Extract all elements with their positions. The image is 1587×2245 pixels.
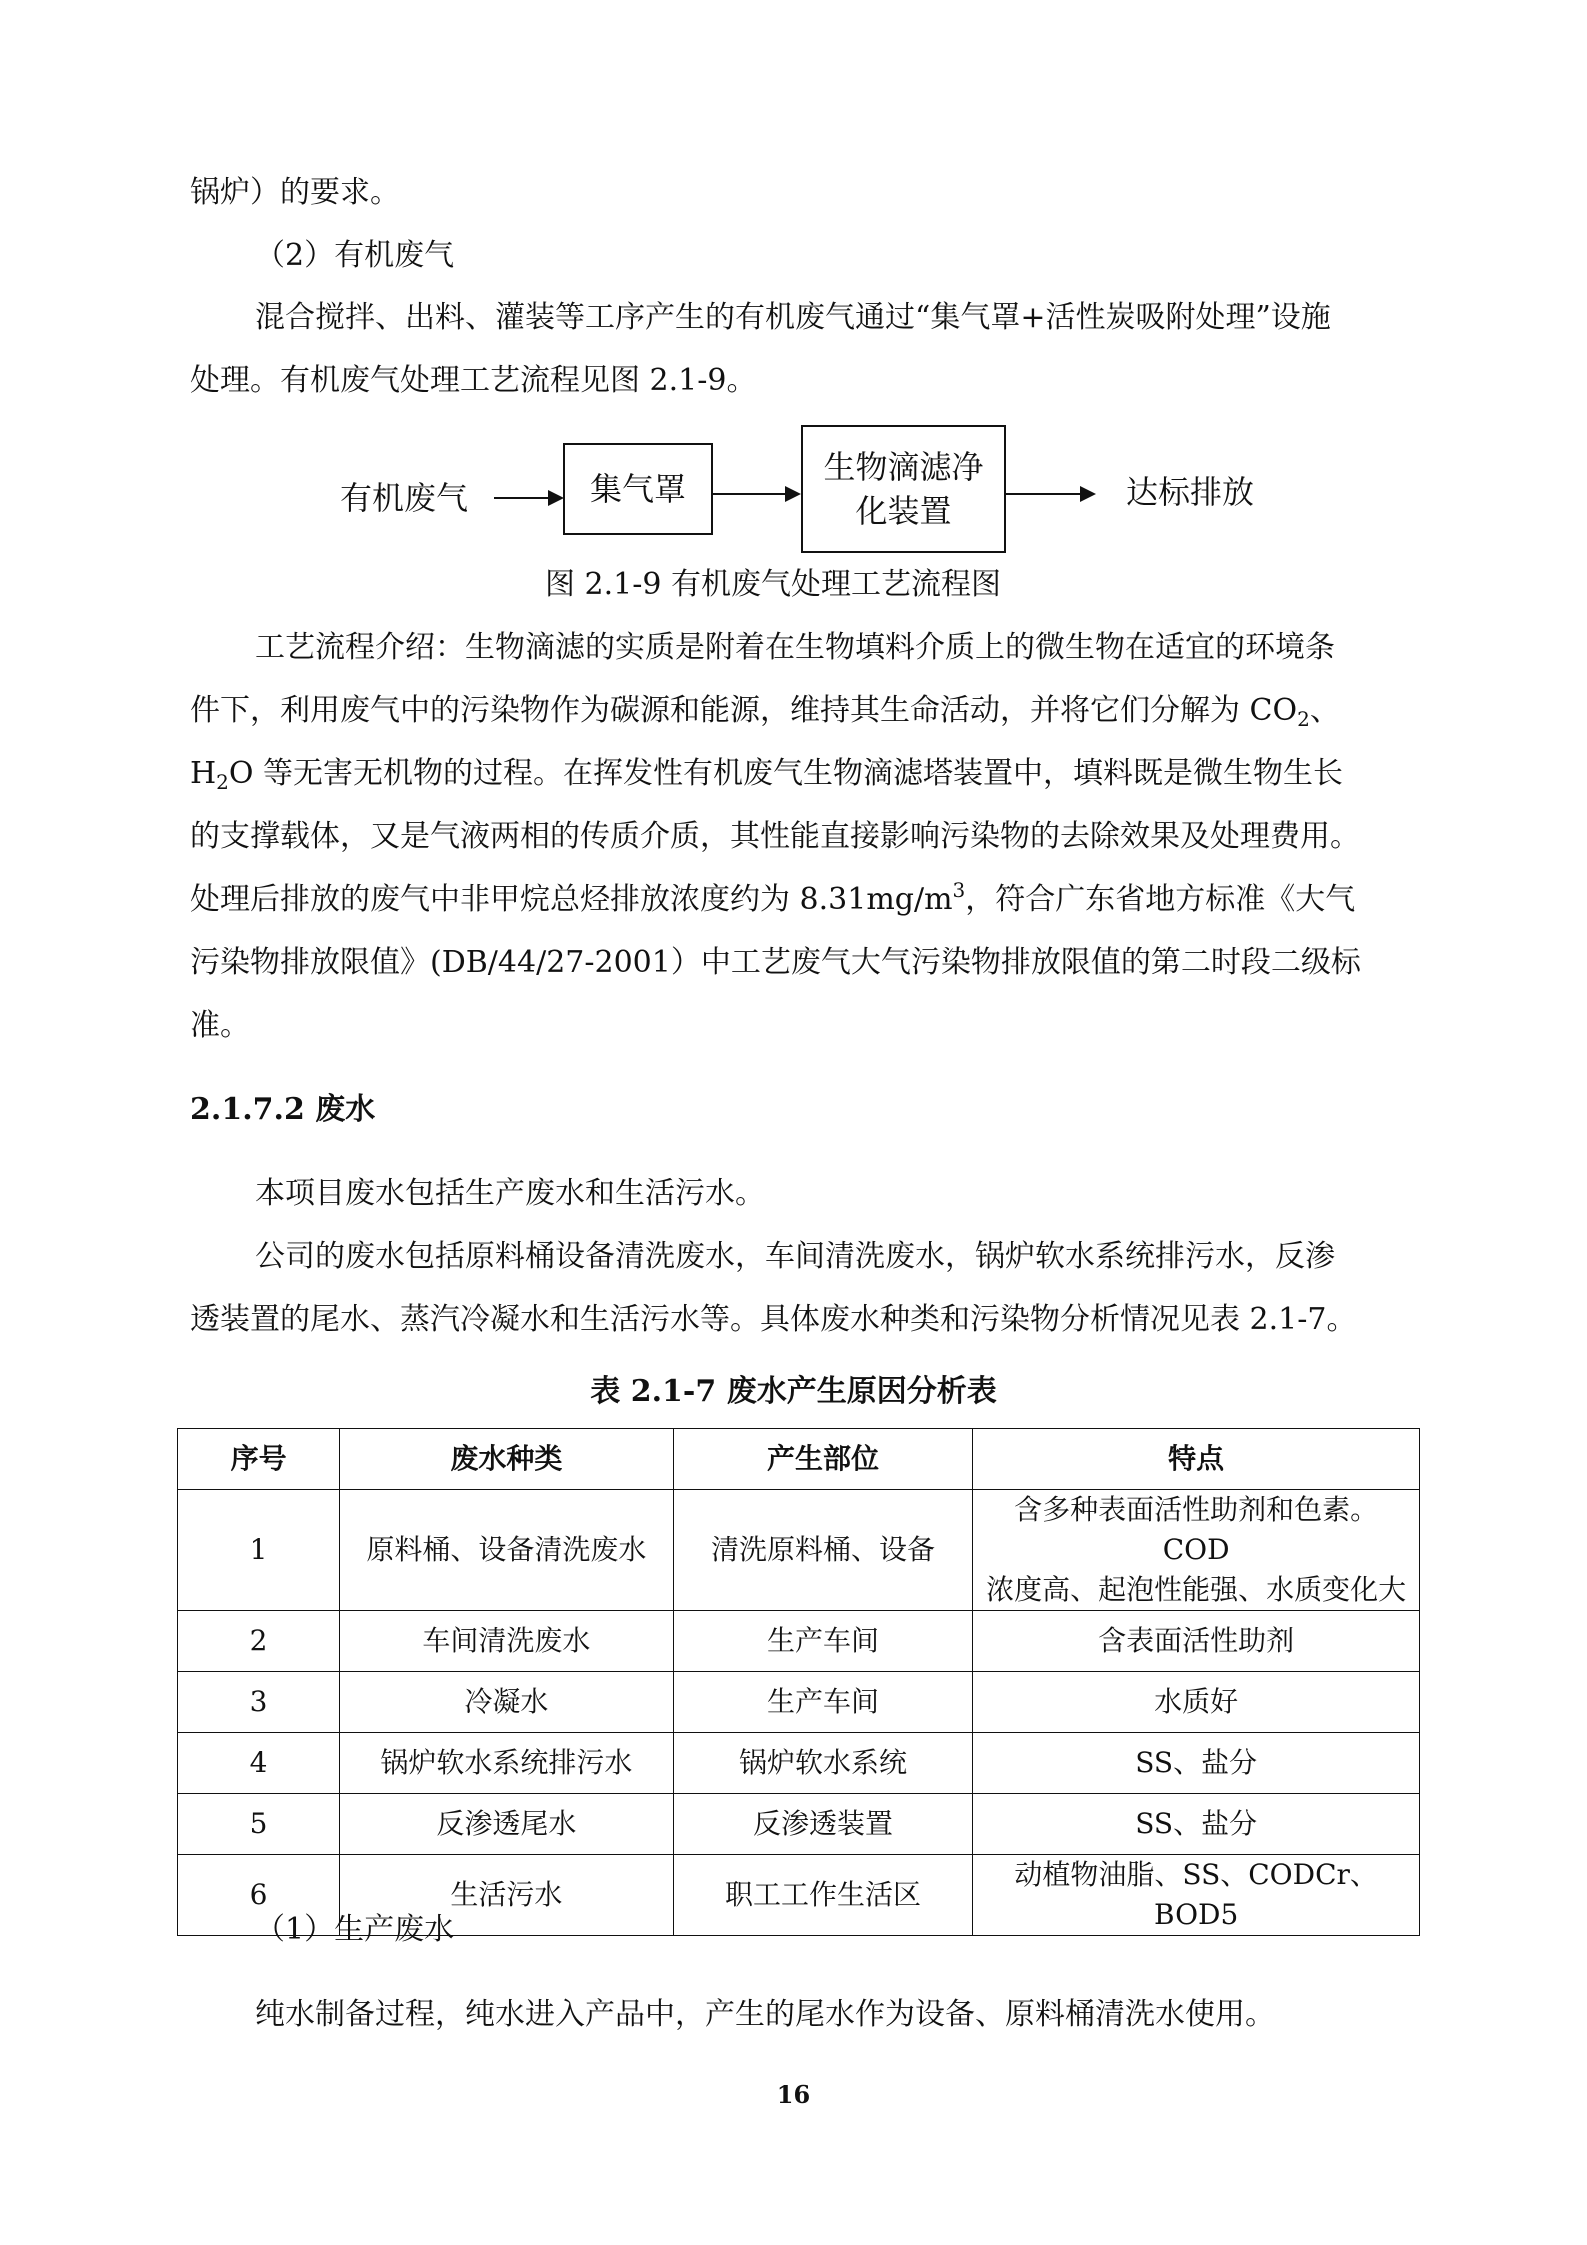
flow-input-label: 有机废气 (340, 479, 469, 517)
table-cell: 生产车间 (673, 1611, 973, 1672)
table-header-cell: 特点 (973, 1429, 1420, 1490)
table-cell: 生活污水 (340, 1855, 673, 1936)
table-title: 表 2.1-7 废水产生原因分析表 (590, 1374, 997, 1409)
table-row (178, 1611, 1420, 1672)
paragraph-line: 处理。有机废气处理工艺流程见图 2.1-9。 (190, 363, 757, 398)
flow-box-collector-label: 集气罩 (589, 470, 686, 508)
paragraph-line: $H_2O$ 等无害无机物的过程。在挥发性有机废气生物滴滤塔装置中，填料既是微生物生长 (190, 756, 1344, 794)
table-row (178, 1672, 1420, 1733)
table-cell: 生产车间 (673, 1672, 973, 1733)
paragraph-line: 工艺流程介绍：生物滴滤的实质是附着在生物填料介质上的微生物在适宜的环境条 (255, 630, 1335, 665)
table-cell: 6 (178, 1855, 340, 1936)
table-cell: 反渗透尾水 (340, 1794, 673, 1855)
table-cell: SS、盐分 (973, 1733, 1420, 1794)
table-cell: 3 (178, 1672, 340, 1733)
subsection-label: （2）有机废气 (255, 238, 455, 273)
table-cell-line: 含多种表面活性助剂和色素。COD (1014, 1493, 1379, 1566)
table-cell-line: 浓度高、起泡性能强、水质变化大 (986, 1573, 1407, 1606)
paragraph-line: 处理后排放的废气中非甲烷总烃排放浓度约为 $8.31mg/m^3$，符合广东省地方标准《大气 (190, 878, 1356, 917)
table-row (178, 1794, 1420, 1855)
table-cell: 锅炉软水系统 (673, 1733, 973, 1794)
table-cell: 水质好 (973, 1672, 1420, 1733)
paragraph-line: 准。 (190, 1008, 250, 1043)
subsection-label: （1）生产废水 (255, 1912, 455, 1947)
table-header-cell: 产生部位 (673, 1429, 973, 1490)
table-cell: 车间清洗废水 (340, 1611, 673, 1672)
table-header-cell: 废水种类 (340, 1429, 673, 1490)
paragraph-line: 混合搅拌、出料、灌装等工序产生的有机废气通过“集气罩+活性炭吸附处理”设施 (255, 300, 1331, 335)
table-cell: 职工工作生活区 (673, 1855, 973, 1936)
flow-arrow (713, 493, 799, 495)
paragraph-line: 公司的废水包括原料桶设备清洗废水，车间清洗废水，锅炉软水系统排污水，反渗 (255, 1239, 1335, 1274)
section-heading: 2.1.7.2 废水 (190, 1092, 376, 1127)
table-cell (973, 1490, 1420, 1611)
table-cell: 原料桶、设备清洗废水 (340, 1490, 673, 1611)
flow-output-label: 达标排放 (1126, 473, 1255, 511)
paragraph-line: 本项目废水包括生产废水和生活污水。 (255, 1176, 765, 1211)
paragraph-line: 件下，利用废气中的污染物作为碳源和能源，维持其生命活动，并将它们分解为 $CO_2$、 (190, 693, 1340, 731)
flow-arrow (1006, 493, 1094, 495)
page-number: 16 (776, 2080, 811, 2109)
paragraph-line: 污染物排放限值》(DB/44/27-2001）中工艺废气大气污染物排放限值的第二时段二级标 (190, 945, 1361, 980)
flow-box-biofilter-label-2: 化装置 (855, 492, 952, 530)
table-cell: 冷凝水 (340, 1672, 673, 1733)
flow-box-collector (563, 443, 713, 535)
table-header-row (178, 1429, 1420, 1490)
table-header-cell: 序号 (178, 1429, 340, 1490)
paragraph-line: 的支撑载体，又是气液两相的传质介质，其性能直接影响污染物的去除效果及处理费用。 (190, 819, 1360, 854)
flow-box-biofilter-label-1: 生物滴滤净 (823, 448, 984, 486)
flow-arrow (494, 497, 562, 499)
table-cell: 4 (178, 1733, 340, 1794)
table-cell: 2 (178, 1611, 340, 1672)
table-cell: 清洗原料桶、设备 (673, 1490, 973, 1611)
figure-caption: 图 2.1-9 有机废气处理工艺流程图 (545, 567, 1002, 602)
table-row (178, 1733, 1420, 1794)
flow-box-biofilter (801, 425, 1006, 553)
paragraph-line: 锅炉）的要求。 (190, 175, 400, 210)
table-cell: 1 (178, 1490, 340, 1611)
table-cell: SS、盐分 (973, 1794, 1420, 1855)
table-row (178, 1490, 1420, 1611)
paragraph-line: 透装置的尾水、蒸汽冷凝水和生活污水等。具体废水种类和污染物分析情况见表 2.1-7。 (190, 1302, 1357, 1337)
paragraph-line: 纯水制备过程，纯水进入产品中，产生的尾水作为设备、原料桶清洗水使用。 (255, 1997, 1275, 2032)
wastewater-table (177, 1428, 1420, 1936)
table-cell: 动植物油脂、SS、CODCr、BOD5 (973, 1855, 1420, 1936)
table-cell: 反渗透装置 (673, 1794, 973, 1855)
table-cell: 锅炉软水系统排污水 (340, 1733, 673, 1794)
table-cell: 含表面活性助剂 (973, 1611, 1420, 1672)
table-cell: 5 (178, 1794, 340, 1855)
